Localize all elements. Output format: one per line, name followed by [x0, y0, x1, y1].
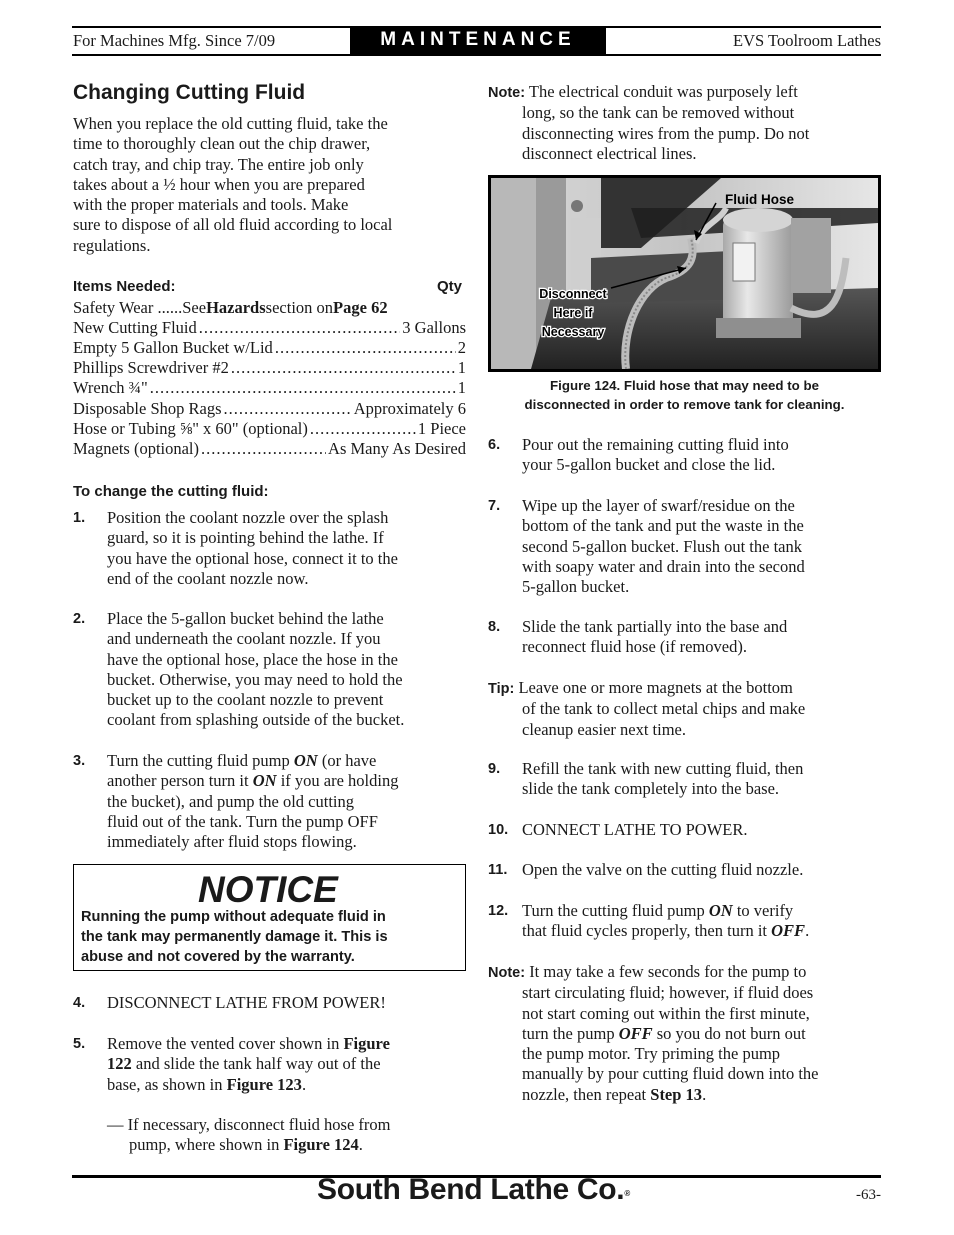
note-label: Note:: [488, 965, 526, 981]
leader-dots: [275, 338, 456, 358]
item-name: New Cutting Fluid: [73, 318, 197, 337]
step-line: you have the optional hose, connect it to the: [107, 548, 398, 568]
step-line: fluid out of the tank. Turn the pump OFF: [107, 811, 378, 831]
step-line: 5-gallon bucket.: [522, 577, 630, 597]
caption-line: disconnected in order to remove tank for cleaning.: [524, 397, 845, 412]
leader-dots: [150, 378, 456, 398]
tip-magnets: [488, 678, 881, 740]
intro-line: When you replace the old cutting fluid, take the: [73, 114, 388, 133]
step-line: have the optional hose, place the hose in the: [107, 649, 398, 669]
notice-line: Running the pump without adequate fluid in: [81, 909, 386, 925]
text: .: [805, 921, 810, 941]
leader-dots: [199, 318, 401, 338]
step-number: 3.: [73, 753, 86, 769]
step-line: your 5-gallon bucket and close the lid.: [522, 455, 776, 475]
text: nozzle, then repeat: [522, 1084, 651, 1104]
item-qty: 3 Gallons: [402, 318, 466, 337]
note-line: long, so the tank can be removed without: [522, 103, 795, 123]
step-line: Wipe up the layer of swarf/residue on the: [522, 496, 795, 515]
figure-ref[interactable]: Figure: [343, 1034, 390, 1053]
step-text: [107, 1034, 390, 1095]
step-line: reconnect fluid hose (if removed).: [522, 637, 747, 657]
item-qty: 2: [457, 338, 466, 357]
text: so you do not burn out: [652, 1023, 806, 1043]
step-line: immediately after fluid stops flowing.: [107, 832, 357, 852]
figure-ref[interactable]: 122: [107, 1054, 132, 1074]
text: that fluid cycles properly, then turn it: [522, 921, 772, 941]
item-qty: 1: [457, 358, 466, 377]
text: .: [301, 1074, 307, 1094]
text: pump, where shown in: [129, 1135, 284, 1155]
step-line: second 5-gallon bucket. Flush out the tank: [522, 536, 802, 556]
step-line: [107, 1034, 390, 1054]
step-text: [522, 617, 787, 658]
item-row: [73, 439, 466, 459]
intro-line: with the proper materials and tools. Make: [73, 195, 349, 215]
item-qty: 1 Piece: [417, 419, 466, 438]
step-line: [107, 1075, 390, 1095]
intro-line: regulations.: [73, 235, 151, 255]
step-number: 9.: [488, 761, 501, 777]
step-line: [522, 921, 809, 941]
item-row: [73, 419, 466, 439]
on-keyword: ON: [708, 901, 733, 920]
item-text: section on: [265, 298, 334, 317]
step-line: guard, so it is pointing behind the lathe. If: [107, 528, 384, 548]
intro-line: catch tray, and chip tray. The entire job only: [73, 154, 364, 174]
item-name: Wrench ¾": [73, 378, 148, 397]
step-number: 8.: [488, 619, 501, 635]
section-banner: MAINTENANCE: [350, 27, 606, 54]
leader-dots: [231, 358, 456, 378]
step-ref[interactable]: Step 13: [650, 1084, 703, 1104]
notice-line: the tank may permanently damage it. This is: [81, 929, 388, 946]
step-number: 5.: [73, 1036, 86, 1052]
step-number: 12.: [488, 903, 509, 919]
item-qty: Approximately 6: [353, 399, 466, 418]
notice-title: NOTICE: [198, 869, 338, 910]
tip-line: [488, 678, 881, 699]
items-needed-heading: Items Needed:: [73, 278, 176, 295]
step-line: bucket. Otherwise, you may need to hold the: [107, 669, 403, 689]
note-label: Note:: [488, 85, 526, 101]
text: to verify: [732, 901, 794, 920]
text: Turn the cutting fluid pump: [522, 901, 709, 920]
item-name: Disposable Shop Rags: [73, 399, 222, 418]
item-name: Safety Wear ......See: [73, 298, 207, 317]
callout-disconnect-line: Disconnect: [539, 287, 607, 301]
callout-fluid-hose: Fluid Hose: [725, 192, 795, 207]
step-line: with soapy water and drain into the second: [522, 556, 805, 576]
step-number: 2.: [73, 611, 86, 627]
item-row: [73, 318, 466, 338]
step-number: 7.: [488, 498, 501, 514]
logo-text: South Bend Lathe Co.: [317, 1173, 625, 1206]
item-name: Empty 5 Gallon Bucket w/Lid: [73, 338, 273, 357]
note-line: manually by pour cutting fluid down into the: [522, 1064, 819, 1084]
tip-label: Tip:: [488, 681, 515, 697]
step-text: [522, 759, 803, 800]
callout-disconnect-line: Here if: [553, 306, 593, 320]
step-number: 10.: [488, 822, 509, 838]
step-line: Place the 5-gallon bucket behind the lathe: [107, 609, 384, 628]
step-number: 6.: [488, 437, 501, 453]
note-line: [488, 82, 881, 103]
step-line: [107, 771, 398, 791]
step-number: 4.: [73, 995, 86, 1011]
step-line: end of the coolant nozzle now.: [107, 568, 309, 588]
step-text: [522, 901, 809, 942]
step-line: [107, 1054, 390, 1074]
figure-124-photo: [488, 175, 881, 372]
header-rule-bottom: [72, 54, 881, 56]
note-line: not start coming out within the first minute,: [522, 1003, 810, 1023]
page-number: -63-: [856, 1187, 881, 1203]
figure-ref[interactable]: Figure 123: [226, 1074, 302, 1094]
item-qty: 1: [457, 378, 466, 397]
pump-illustration: [491, 178, 878, 369]
step-text: Open the valve on the cutting fluid nozzle.: [522, 860, 804, 879]
item-row: [73, 338, 466, 358]
step-number: 1.: [73, 510, 86, 526]
off-keyword: OFF: [771, 921, 806, 941]
text: Turn the cutting fluid pump: [107, 751, 294, 770]
tip-line: cleanup easier next time.: [522, 719, 687, 739]
notice-box: [73, 864, 466, 971]
step-text: [107, 609, 404, 731]
page-ref: Page 62: [333, 298, 388, 317]
subnote-line: — If necessary, disconnect fluid hose from: [107, 1115, 391, 1134]
step-number: 11.: [488, 862, 508, 878]
subnote-line: [107, 1135, 466, 1155]
header-machines-note: For Machines Mfg. Since 7/09: [73, 31, 276, 50]
note-line: [488, 962, 881, 983]
note-line: the pump motor. Try priming the pump: [522, 1044, 781, 1064]
intro-paragraph: [73, 114, 466, 256]
hazards-ref: Hazards: [206, 298, 266, 317]
item-row: [73, 399, 466, 419]
item-name: Phillips Screwdriver #2: [73, 358, 229, 377]
callout-disconnect-line: Necessary: [541, 325, 605, 339]
header-product-name: EVS Toolroom Lathes: [733, 31, 881, 50]
note-line: [488, 1085, 881, 1105]
item-qty: As Many As Desired: [328, 439, 466, 458]
step-line: Slide the tank partially into the base and: [522, 617, 788, 636]
note-priming: [488, 962, 881, 1105]
procedure-heading: To change the cutting fluid:: [73, 483, 269, 500]
step-text: [107, 508, 398, 589]
step-line: slide the tank completely into the base.: [522, 779, 780, 799]
text: and slide the tank half way out of the: [131, 1054, 381, 1074]
text: if you are holding: [276, 771, 399, 791]
caption-line: Figure 124. Fluid hose that may need to be: [550, 378, 819, 393]
note-line: disconnect electrical lines.: [522, 143, 697, 163]
tip-line: of the tank to collect metal chips and make: [522, 699, 806, 719]
notice-body: [81, 907, 459, 968]
note-line: start circulating fluid; however, if fluid does: [522, 983, 814, 1003]
registered-mark: ®: [624, 1189, 630, 1198]
step-5-subnote: [107, 1115, 466, 1156]
step-text: DISCONNECT LATHE FROM POWER!: [107, 993, 386, 1012]
step-line: Position the coolant nozzle over the splash: [107, 508, 389, 527]
step-line: bucket up to the coolant nozzle to prevent: [107, 690, 384, 710]
leader-dots: [224, 399, 352, 419]
intro-line: sure to dispose of all old fluid according to local: [73, 215, 393, 235]
text: Leave one or more magnets at the bottom: [514, 678, 793, 697]
step-text: CONNECT LATHE TO POWER.: [522, 820, 748, 839]
step-line: coolant from splashing outside of the bucket.: [107, 710, 405, 730]
note-line: disconnecting wires from the pump. Do not: [522, 123, 810, 143]
step-line: and underneath the coolant nozzle. If you: [107, 629, 381, 649]
item-row-safety: [73, 298, 466, 318]
step-line: Pour out the remaining cutting fluid into: [522, 435, 789, 454]
text: The electrical conduit was purposely left: [525, 82, 798, 101]
text: turn the pump: [522, 1023, 619, 1043]
step-text: [522, 496, 805, 597]
item-row: [73, 358, 466, 378]
text: Remove the vented cover shown in: [107, 1034, 344, 1053]
text: .: [702, 1084, 707, 1104]
company-logo: [317, 1173, 630, 1206]
item-name: Magnets (optional): [73, 439, 200, 458]
step-line: the bucket), and pump the old cutting: [107, 791, 354, 811]
figure-124-caption: [488, 376, 881, 414]
on-keyword: ON: [252, 771, 277, 791]
step-text: [522, 435, 789, 476]
step-line: [107, 751, 398, 771]
note-conduit: [488, 82, 881, 164]
off-keyword: OFF: [618, 1023, 653, 1043]
text: .: [358, 1135, 363, 1155]
step-line: bottom of the tank and put the waste in the: [522, 516, 804, 536]
page-title: Changing Cutting Fluid: [73, 81, 306, 104]
step-line: Refill the tank with new cutting fluid, then: [522, 759, 804, 778]
intro-line: takes about a ½ hour when you are prepared: [73, 174, 365, 194]
item-name: Hose or Tubing ⅝" x 60" (optional): [73, 419, 308, 438]
notice-line: abuse and not covered by the warranty.: [81, 949, 355, 966]
text: base, as shown in: [107, 1074, 227, 1094]
text: another person turn it: [107, 771, 253, 791]
intro-line: time to thoroughly clean out the chip drawer,: [73, 134, 371, 154]
leader-dots: [310, 419, 416, 439]
text: (or have: [317, 751, 377, 770]
step-text: [107, 751, 398, 852]
leader-dots: [201, 439, 326, 459]
item-row: [73, 378, 466, 398]
qty-heading: Qty: [437, 278, 463, 295]
figure-ref[interactable]: Figure 124: [283, 1135, 359, 1155]
on-keyword: ON: [293, 751, 318, 770]
text: It may take a few seconds for the pump to: [525, 962, 807, 981]
step-line: [522, 901, 809, 921]
note-line: [488, 1024, 881, 1044]
